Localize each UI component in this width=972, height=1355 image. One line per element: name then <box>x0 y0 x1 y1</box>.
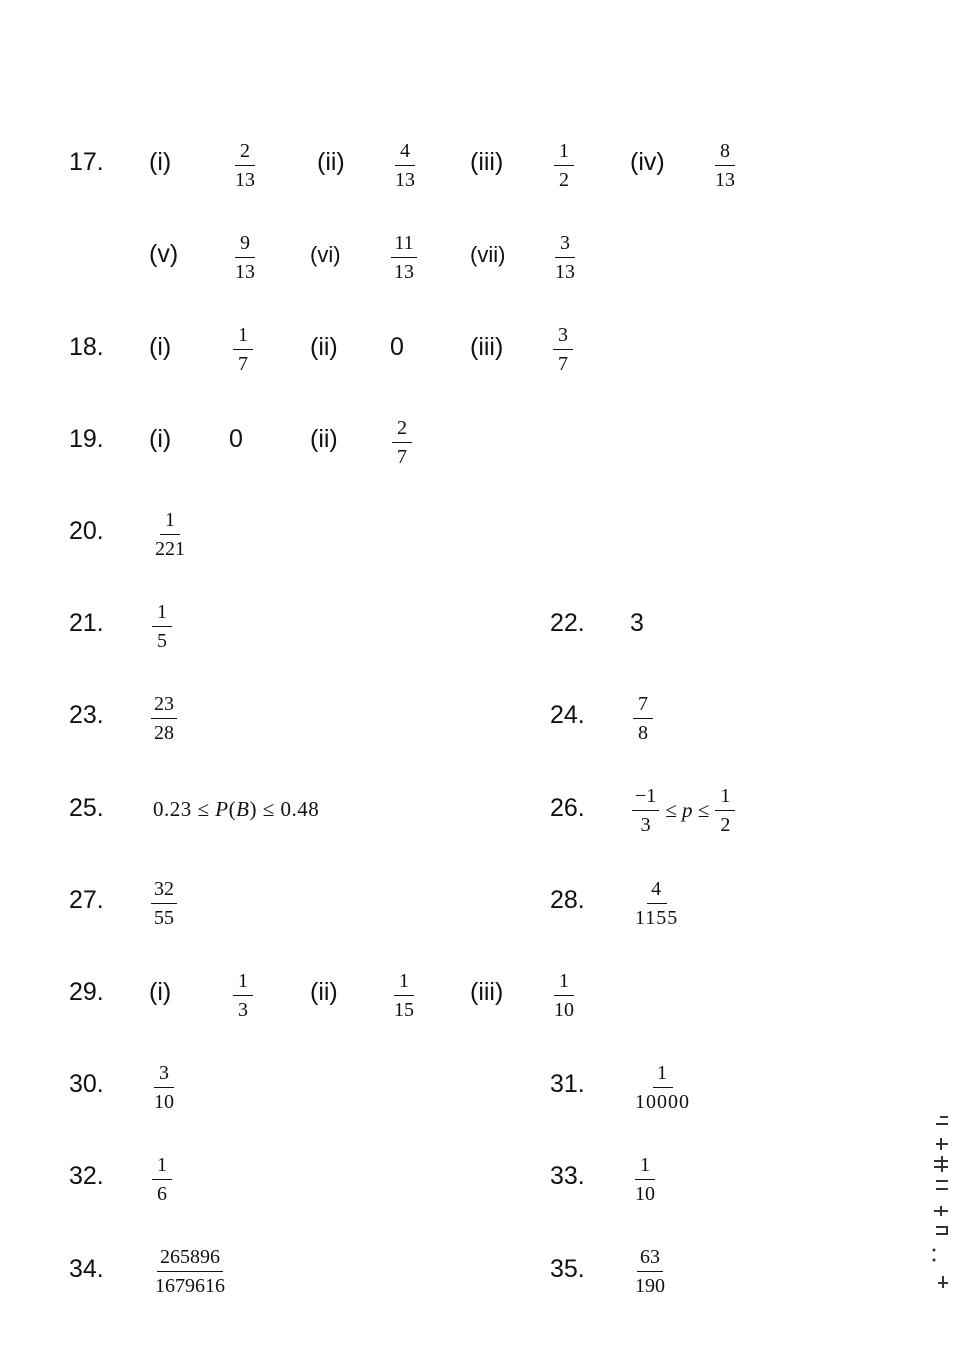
variable: B <box>236 797 250 821</box>
fraction <box>632 1063 693 1112</box>
denominator: 55 <box>154 907 174 929</box>
numerator: 1 <box>394 971 414 996</box>
numerator: 1 <box>233 325 253 350</box>
fraction <box>152 1155 172 1204</box>
numerator: 1 <box>152 602 172 627</box>
fraction <box>233 971 253 1020</box>
denominator: 1155 <box>635 907 679 929</box>
numerator: −1 <box>632 786 659 811</box>
fraction <box>553 325 573 374</box>
fraction <box>232 233 258 282</box>
denominator: 13 <box>235 169 255 191</box>
part-label: (ii) <box>317 148 345 176</box>
numerator: 2 <box>235 141 255 166</box>
fraction <box>232 141 258 190</box>
question-number: 24. <box>550 701 585 729</box>
denominator: 10 <box>154 1091 174 1113</box>
part-label: (v) <box>149 240 179 268</box>
part-label: (ii) <box>310 333 338 361</box>
denominator: 5 <box>157 630 167 652</box>
question-number: 21. <box>69 609 104 637</box>
fraction <box>632 786 659 835</box>
numerator: 3 <box>154 1063 174 1088</box>
fraction <box>632 1155 658 1204</box>
question-number: 35. <box>550 1255 585 1283</box>
denominator: 190 <box>635 1275 665 1297</box>
fraction <box>152 1247 228 1296</box>
denominator: 8 <box>638 722 648 744</box>
question-number: 25. <box>69 794 104 822</box>
question-number: 27. <box>69 886 104 914</box>
answer-value: 3 <box>630 609 644 637</box>
question-number: 30. <box>69 1070 104 1098</box>
inequality <box>632 786 735 835</box>
denominator: 7 <box>558 353 568 375</box>
denominator: 10 <box>635 1183 655 1205</box>
fraction <box>554 141 574 190</box>
question-number: 26. <box>550 794 585 822</box>
numerator: 2 <box>392 418 412 443</box>
part-label: (i) <box>149 978 172 1006</box>
denominator: 13 <box>715 169 735 191</box>
fraction <box>391 971 417 1020</box>
fraction <box>632 1247 668 1296</box>
numerator: 9 <box>235 233 255 258</box>
denominator: 10 <box>554 999 574 1021</box>
numerator: 63 <box>637 1247 663 1272</box>
stamp-graphic <box>926 1110 956 1290</box>
numerator: 1 <box>554 971 574 996</box>
fraction <box>552 233 578 282</box>
fraction <box>632 879 681 928</box>
denominator: 13 <box>394 261 414 283</box>
fraction <box>392 141 418 190</box>
part-label: (ii) <box>310 425 338 453</box>
question-number: 31. <box>550 1070 585 1098</box>
numerator: 1 <box>152 1155 172 1180</box>
denominator: 13 <box>555 261 575 283</box>
answer-value: 0 <box>390 333 404 361</box>
denominator: 3 <box>640 814 651 836</box>
denominator: 1679616 <box>155 1275 225 1297</box>
question-number: 32. <box>69 1162 104 1190</box>
part-label: (vii) <box>470 242 506 267</box>
fraction <box>233 325 253 374</box>
numerator: 23 <box>151 694 177 719</box>
part-label: (i) <box>149 148 172 176</box>
denominator: 3 <box>238 999 248 1021</box>
question-number: 23. <box>69 701 104 729</box>
numerator: 1 <box>233 971 253 996</box>
denominator: 2 <box>559 169 569 191</box>
denominator: 7 <box>397 446 407 468</box>
denominator: 221 <box>155 538 185 560</box>
fraction <box>392 418 412 467</box>
numerator: 265896 <box>157 1247 223 1272</box>
numerator: 3 <box>553 325 573 350</box>
fraction <box>151 1063 177 1112</box>
question-number: 34. <box>69 1255 104 1283</box>
question-number: 19. <box>69 425 104 453</box>
answer-value: 0 <box>229 425 243 453</box>
inequality <box>153 799 319 820</box>
inequality-left: 0.23 ≤ <box>153 797 216 821</box>
variable: P <box>215 797 229 821</box>
numerator: 3 <box>555 233 575 258</box>
denominator: 2 <box>720 814 731 836</box>
numerator: 1 <box>635 1155 655 1180</box>
numerator: 4 <box>395 141 415 166</box>
denominator: 15 <box>394 999 414 1021</box>
question-number: 29. <box>69 978 104 1006</box>
numerator: 7 <box>633 694 653 719</box>
inequality-middle: ≤ p ≤ <box>665 798 710 822</box>
denominator: 6 <box>157 1183 167 1205</box>
numerator: 8 <box>715 141 735 166</box>
numerator: 1 <box>715 786 735 811</box>
numerator: 32 <box>151 879 177 904</box>
fraction <box>712 141 738 190</box>
numerator: 1 <box>653 1063 673 1088</box>
question-number: 18. <box>69 333 104 361</box>
part-label: (iii) <box>470 978 504 1006</box>
denominator: 13 <box>395 169 415 191</box>
fraction <box>151 879 177 928</box>
fraction <box>152 602 172 651</box>
denominator: 13 <box>235 261 255 283</box>
paren: ( <box>228 797 237 821</box>
denominator: 7 <box>238 353 248 375</box>
fraction <box>715 786 735 835</box>
inequality-right: ) ≤ 0.48 <box>249 797 320 821</box>
watermark-stamp <box>926 1110 962 1290</box>
denominator: 28 <box>154 722 174 744</box>
fraction <box>152 510 188 559</box>
question-number: 33. <box>550 1162 585 1190</box>
numerator: 11 <box>391 233 416 258</box>
numerator: 1 <box>160 510 180 535</box>
part-label: (iii) <box>470 148 504 176</box>
fraction <box>633 694 653 743</box>
part-label: (vi) <box>310 242 341 267</box>
numerator: 4 <box>647 879 667 904</box>
numerator: 1 <box>554 141 574 166</box>
part-label: (ii) <box>310 978 338 1006</box>
fraction <box>151 694 177 743</box>
question-number: 17. <box>69 148 104 176</box>
question-number: 20. <box>69 517 104 545</box>
part-label: (i) <box>149 333 172 361</box>
question-number: 28. <box>550 886 585 914</box>
part-label: (i) <box>149 425 172 453</box>
fraction <box>551 971 577 1020</box>
part-label: (iii) <box>470 333 504 361</box>
question-number: 22. <box>550 609 585 637</box>
denominator: 10000 <box>635 1091 690 1113</box>
fraction <box>391 233 417 282</box>
part-label: (iv) <box>630 148 665 176</box>
